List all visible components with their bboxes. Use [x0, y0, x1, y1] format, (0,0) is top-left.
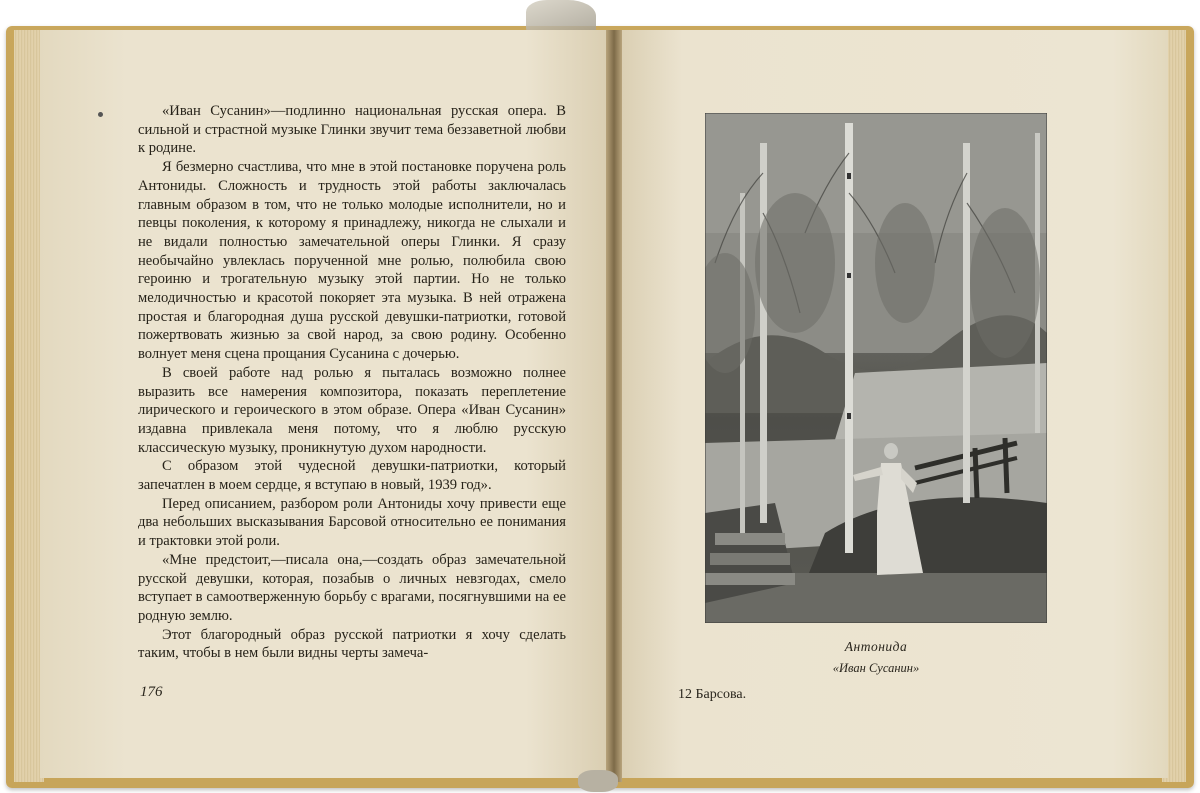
paragraph: В своей работе над ролью я пыталась возможно полнее выразить все намерения композитора, показать переплетение лирического и героического в этом образе. Опера «Иван Сусанин» издавна привлекала меня потому, что я люблю русскую классическую музыку, проникнутую духом народности. [138, 364, 566, 456]
page-number: 176 [140, 684, 163, 700]
ink-dot [98, 112, 103, 117]
book-gutter [606, 30, 622, 782]
photo-caption-title: Антонида [844, 639, 908, 654]
paragraph: С образом этой чудесной девушки-патриотки, который запечатлен в моем сердце, я вступаю в новый, 1939 год». [138, 458, 566, 494]
paragraph: Перед описанием, разбором роли Антониды хочу привести еще два небольших высказывания Барсовой относительно ее понимания и трактовки этой роли. [138, 495, 566, 550]
antonida-photo [705, 113, 1047, 623]
signature-mark: 12 Барсова. [678, 687, 747, 702]
paragraph: Я безмерно счастлива, что мне в этой постановке поручена роль Антониды. Сложность и трудность этой работы заключалась главным образом в том, что не только молодые исполнители, но и певцы поколения, к которому я принадлежу, никогда не слыхали и не видали полностью замечательной оперы Глинки. Я сразу необычайно увлеклась порученной мне ролью, полюбила свою героиню и трогательную музыку этой партии. Но не только мелодичностью и красотой покоряет эта музыка. В ней отражена простая и благородная душа русской девушки-патриотки, готовой пожертвовать жизнью за свой народ, за свою родину. Особенно волнует меня сцена прощания Сусанина с дочерью. [138, 159, 566, 363]
paragraph: «Иван Сусанин»—подлинно национальная русская опера. В сильной и страстной музыке Глинки звучит тема беззаветной любви к родине. [138, 103, 566, 157]
photo-caption-subtitle: «Иван Сусанин» [832, 661, 920, 675]
paragraph: Этот благородный образ русской патриотки я хочу сделать таким, чтобы в нем были видны черты замеча- [138, 626, 566, 662]
paragraph: «Мне предстоит,—писала она,—создать образ замечательной русской девушки, которая, позабыв о личных невзгодах, смело вступает в самоотверженную борьбу с врагами, посягнувшими на ее родную землю. [138, 551, 566, 624]
left-page-text [138, 102, 566, 663]
bookmark-thread [578, 770, 618, 792]
